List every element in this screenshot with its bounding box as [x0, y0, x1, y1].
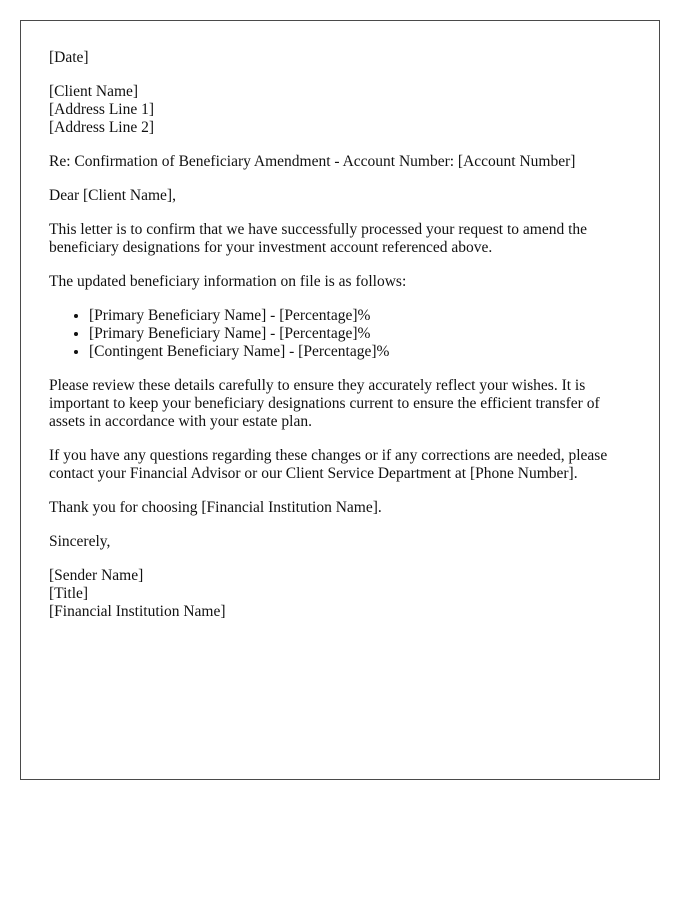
confirmation-paragraph: This letter is to confirm that we have successfully processed your request to amend the beneficiary designations for your investment account referenced above.	[49, 221, 588, 256]
salutation: Dear [Client Name],	[49, 187, 176, 204]
thank-you-paragraph: Thank you for choosing [Financial Institution Name].	[49, 499, 382, 516]
beneficiary-list-item: • [Primary Beneficiary Name] - [Percentage]%	[89, 325, 631, 343]
contact-paragraph: If you have any questions regarding these changes or if any corrections are needed, please contact your Financial Advisor or our Client Service Department at [Phone Number].	[49, 447, 608, 482]
recipient-name: [Client Name]	[49, 83, 139, 100]
sender-name: [Sender Name]	[49, 567, 144, 584]
subject-line: Re: Confirmation of Beneficiary Amendment - Account Number: [Account Number]	[49, 153, 576, 170]
recipient-address-block	[49, 83, 631, 137]
sender-title: [Title]	[49, 585, 89, 602]
beneficiary-list-item: • [Primary Beneficiary Name] - [Percentage]%	[89, 307, 631, 325]
sender-institution: [Financial Institution Name]	[49, 603, 226, 620]
beneficiary-list-item: • [Contingent Beneficiary Name] - [Percentage]%	[89, 343, 631, 361]
beneficiary-intro-paragraph: The updated beneficiary information on file is as follows:	[49, 273, 407, 290]
beneficiary-list	[49, 307, 631, 361]
signature-block	[49, 567, 631, 621]
recipient-address-line-2: [Address Line 2]	[49, 119, 155, 136]
recipient-address-line-1: [Address Line 1]	[49, 101, 155, 118]
letter-page	[20, 20, 660, 780]
letter-date: [Date]	[49, 49, 89, 66]
review-paragraph: Please review these details carefully to ensure they accurately reflect your wishes. It is important to keep your beneficiary designations current to ensure the efficient transfer of assets in accordance with your estate plan.	[49, 377, 600, 430]
closing: Sincerely,	[49, 533, 111, 550]
